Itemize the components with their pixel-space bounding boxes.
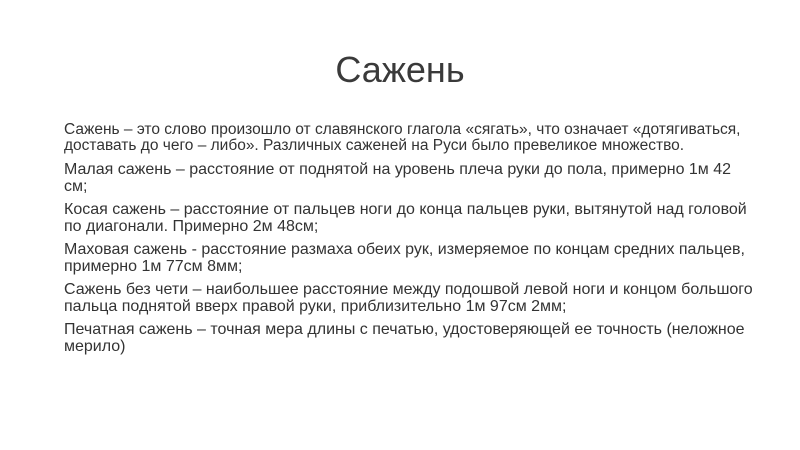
- paragraph-pechatnaya-sazhen: Печатная сажень – точная мера длины с печатью, удостоверяющей ее точность (неложное мерило): [64, 321, 745, 355]
- paragraph-makhovaya-sazhen: Маховая сажень - расстояние размаха обеих рук, измеряемое по концам средних пальцев, примерно 1м 77см 8мм;: [64, 241, 745, 275]
- paragraph-malaya-sazhen: Малая сажень – расстояние от поднятой на уровень плеча руки до пола, примерно 1м 42 см;: [64, 161, 732, 195]
- slide-body: [64, 122, 754, 361]
- paragraph-sazhen-bez-cheti: Сажень без чети – наибольшее расстояние между подошвой левой ноги и концом большого пальца поднятой вверх правой руки, приблизительно 1м 97см 2мм;: [64, 281, 753, 315]
- slide-title: Сажень: [335, 49, 465, 90]
- paragraph-kosaya-sazhen: Косая сажень – расстояние от пальцев ноги до конца пальцев руки, вытянутой над головой по диагонали. Примерно 2м 48см;: [64, 201, 747, 235]
- paragraph-intro: Сажень – это слово произошло от славянского глагола «сягать», что означает «дотягиваться, доставать до чего – либо». Различных саженей на Руси было превеликое множество.: [64, 121, 741, 154]
